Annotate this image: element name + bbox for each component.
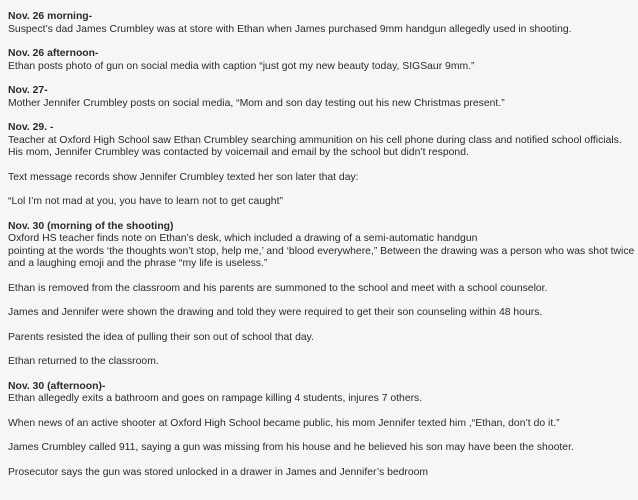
entry-heading: Nov. 30 (morning of the shooting) xyxy=(8,220,174,232)
entry-text: Ethan is removed from the classroom and his parents are summoned to the school and meet with a school counselor. xyxy=(8,282,548,294)
entry-drawing-shown xyxy=(8,307,630,320)
entry-text: Ethan allegedly exits a bathroom and goes on rampage killing 4 students, injures 7 others. xyxy=(8,393,423,404)
entry-text: “Lol I’m not mad at you, you have to learn not to get caught” xyxy=(8,196,283,207)
entry-text: When news of an active shooter at Oxford High School became public, his mom Jennifer texted him ,“Ethan, don’t do it.” xyxy=(8,417,560,429)
entry-heading: Nov. 26 afternoon- xyxy=(8,48,99,59)
entry-nov26-afternoon xyxy=(8,48,630,73)
entry-text: Text message records show Jennifer Crumbley texted her son later that day: xyxy=(8,171,359,183)
entry-text: James Crumbley called 911, saying a gun was missing from his house and he believed his son may have been the shooter. xyxy=(8,442,574,453)
entry-text: Mother Jennifer Crumbley posts on social media, “Mom and son day testing out his new Christmas present.” xyxy=(8,97,505,109)
entry-text: Ethan posts photo of gun on social media with caption “just got my new beauty today, SIGSaur 9mm.” xyxy=(8,60,475,72)
entry-text: Ethan returned to the classroom. xyxy=(8,356,159,367)
entry-911-call xyxy=(8,442,630,455)
entry-text: Parents resisted the idea of pulling their son out of school that day. xyxy=(8,331,314,343)
entry-nov30-afternoon xyxy=(8,381,630,406)
entry-mom-text xyxy=(8,418,630,431)
entry-text-quote xyxy=(8,196,630,209)
entry-nov30-morning xyxy=(8,220,635,271)
entry-returned xyxy=(8,356,630,369)
entry-text: Prosecutor says the gun was stored unlocked in a drawer in James and Jennifer’s bedroom xyxy=(8,466,429,478)
entry-parents-resisted xyxy=(8,332,630,345)
entry-text: James and Jennifer were shown the drawing and told they were required to get their son counseling within 48 hours. xyxy=(8,307,543,318)
entry-text: Suspect’s dad James Crumbley was at store with Ethan when James purchased 9mm handgun allegedly used in shooting. xyxy=(8,23,572,35)
entry-removed xyxy=(8,283,630,296)
entry-text-records xyxy=(8,172,630,185)
entry-heading: Nov. 26 morning- xyxy=(8,11,93,22)
entry-heading: Nov. 27- xyxy=(8,85,48,96)
entry-text: pointing at the words ‘the thoughts won’t stop, help me,’ and ‘blood everywhere,” Between the drawing was a person who was shot twice xyxy=(8,245,635,257)
entry-nov29 xyxy=(8,122,630,160)
entry-text: His mom, Jennifer Crumbley was contacted by voicemail and email by the school but didn’t respond. xyxy=(8,147,469,158)
entry-nov27 xyxy=(8,85,630,110)
entry-text: Teacher at Oxford High School saw Ethan Crumbley searching ammunition on his cell phone during class and notified school officials. xyxy=(8,134,622,146)
entry-heading: Nov. 29. - xyxy=(8,122,54,133)
entry-nov26-morning xyxy=(8,11,630,36)
entry-heading: Nov. 30 (afternoon)- xyxy=(8,380,106,392)
entry-text: Oxford HS teacher finds note on Ethan’s desk, which included a drawing of a semi-automatic handgun xyxy=(8,233,478,244)
entry-text: and a laughing emoji and the phrase “my life is useless.” xyxy=(8,258,268,269)
entry-prosecutor xyxy=(8,467,630,480)
